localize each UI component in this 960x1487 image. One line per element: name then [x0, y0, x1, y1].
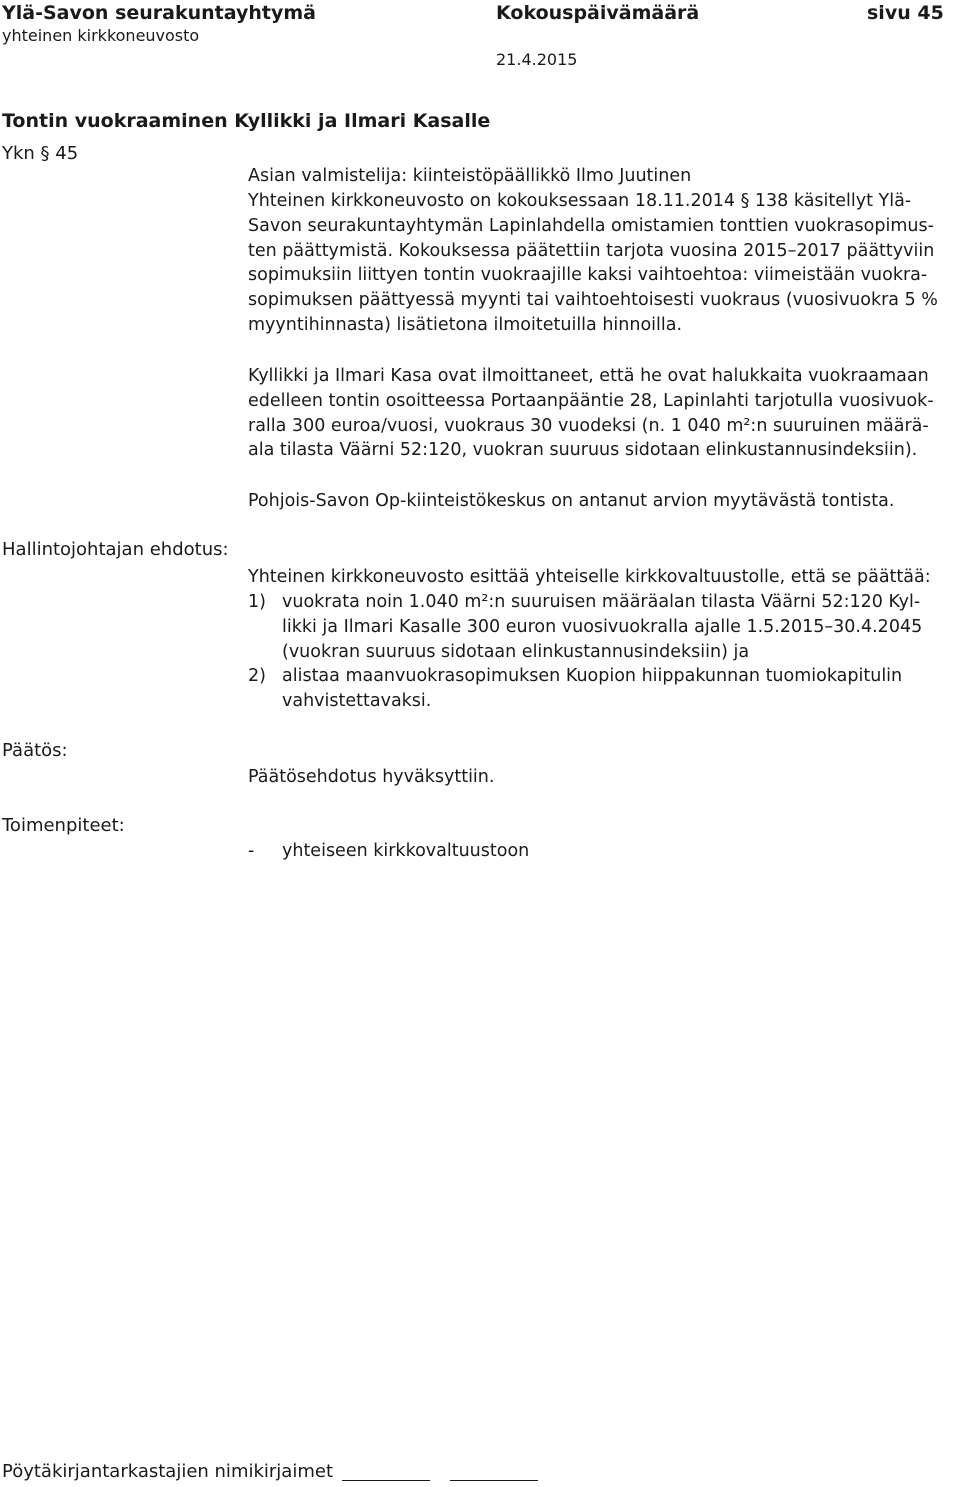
item-line: vahvistettavaksi.	[282, 690, 432, 711]
date-label: Kokouspäivämäärä	[496, 2, 700, 24]
paragraph-line: ten päättymistä. Kokouksessa päätettiin tarjota vuosina 2015–2017 päättyviin	[248, 240, 935, 261]
proposal-label: Hallintojohtajan ehdotus:	[2, 539, 229, 560]
paragraph-line: myyntihinnasta) lisätietona ilmoitetuilla hinnoilla.	[248, 314, 683, 335]
proposal-item-2	[248, 664, 958, 714]
initials-line-2	[450, 1464, 538, 1481]
page-number: sivu 45	[867, 2, 944, 24]
paragraph-appraisal: Pohjois-Savon Op-kiinteistökeskus on antanut arvion myytävästä tontista.	[248, 491, 895, 511]
organization-name: Ylä-Savon seurakuntayhtymä	[2, 2, 316, 24]
paragraph-background	[248, 189, 958, 338]
proposal-intro: Yhteinen kirkkoneuvosto esittää yhteiselle kirkkovaltuustolle, että se päättää:	[248, 567, 931, 587]
item-line: alistaa maanvuokrasopimuksen Kuopion hiippakunnan tuomiokapitulin	[282, 666, 903, 686]
initials-line-1	[342, 1464, 430, 1481]
proposal-item-1	[248, 590, 958, 664]
item-line: likki ja Ilmari Kasalle 300 euron vuosivuokralla ajalle 1.5.2015–30.4.2045	[282, 616, 923, 637]
paragraph-tenants	[248, 364, 958, 463]
paragraph-line: sopimuksiin liittyen tontin vuokraajille kaksi vaihtoehtoa: viimeistään vuokra-	[248, 265, 928, 286]
paragraph-line: Yhteinen kirkkoneuvosto on kokouksessaan 18.11.2014 § 138 käsitellyt Ylä-	[248, 191, 912, 211]
document-title: Tontin vuokraaminen Kyllikki ja Ilmari Kasalle	[2, 110, 491, 132]
paragraph-line: sopimuksen päättyessä myynti tai vaihtoehtoisesti vuokraus (vuosivuokra 5 %	[248, 290, 938, 311]
preparer-line: Asian valmistelija: kiinteistöpäällikkö Ilmo Juutinen	[248, 166, 692, 186]
item-line: (vuokran suuruus sidotaan elinkustannusindeksiin) ja	[282, 641, 750, 662]
meeting-date: 21.4.2015	[496, 50, 578, 69]
paragraph-line: Kyllikki ja Ilmari Kasa ovat ilmoittaneet, että he ovat halukkaita vuokraamaan	[248, 366, 929, 386]
paragraph-line: edelleen tontin osoitteessa Portaanpääntie 28, Lapinlahti tarjotulla vuosivuok-	[248, 390, 934, 411]
actions-dash: -	[248, 841, 255, 861]
decision-label: Päätös:	[2, 740, 68, 761]
item-line: vuokrata noin 1.040 m²:n suuruisen määräalan tilasta Väärni 52:120 Kyl-	[282, 592, 921, 612]
footer-label: Pöytäkirjantarkastajien nimikirjaimet	[2, 1461, 333, 1482]
section-number: Ykn § 45	[2, 143, 79, 164]
actions-text: yhteiseen kirkkovaltuustoon	[282, 841, 530, 861]
paragraph-line: ralla 300 euroa/vuosi, vuokraus 30 vuodeksi (n. 1 040 m²:n suuruinen määrä-	[248, 415, 929, 436]
item-number: 2)	[248, 666, 266, 686]
decision-text: Päätösehdotus hyväksyttiin.	[248, 767, 495, 787]
paragraph-line: ala tilasta Väärni 52:120, vuokran suuruus sidotaan elinkustannusindeksiin).	[248, 440, 918, 461]
paragraph-line: Savon seurakuntayhtymän Lapinlahdella omistamien tonttien vuokrasopimus-	[248, 215, 934, 236]
actions-label: Toimenpiteet:	[2, 815, 125, 836]
body-name: yhteinen kirkkoneuvosto	[2, 26, 200, 45]
item-number: 1)	[248, 592, 266, 612]
